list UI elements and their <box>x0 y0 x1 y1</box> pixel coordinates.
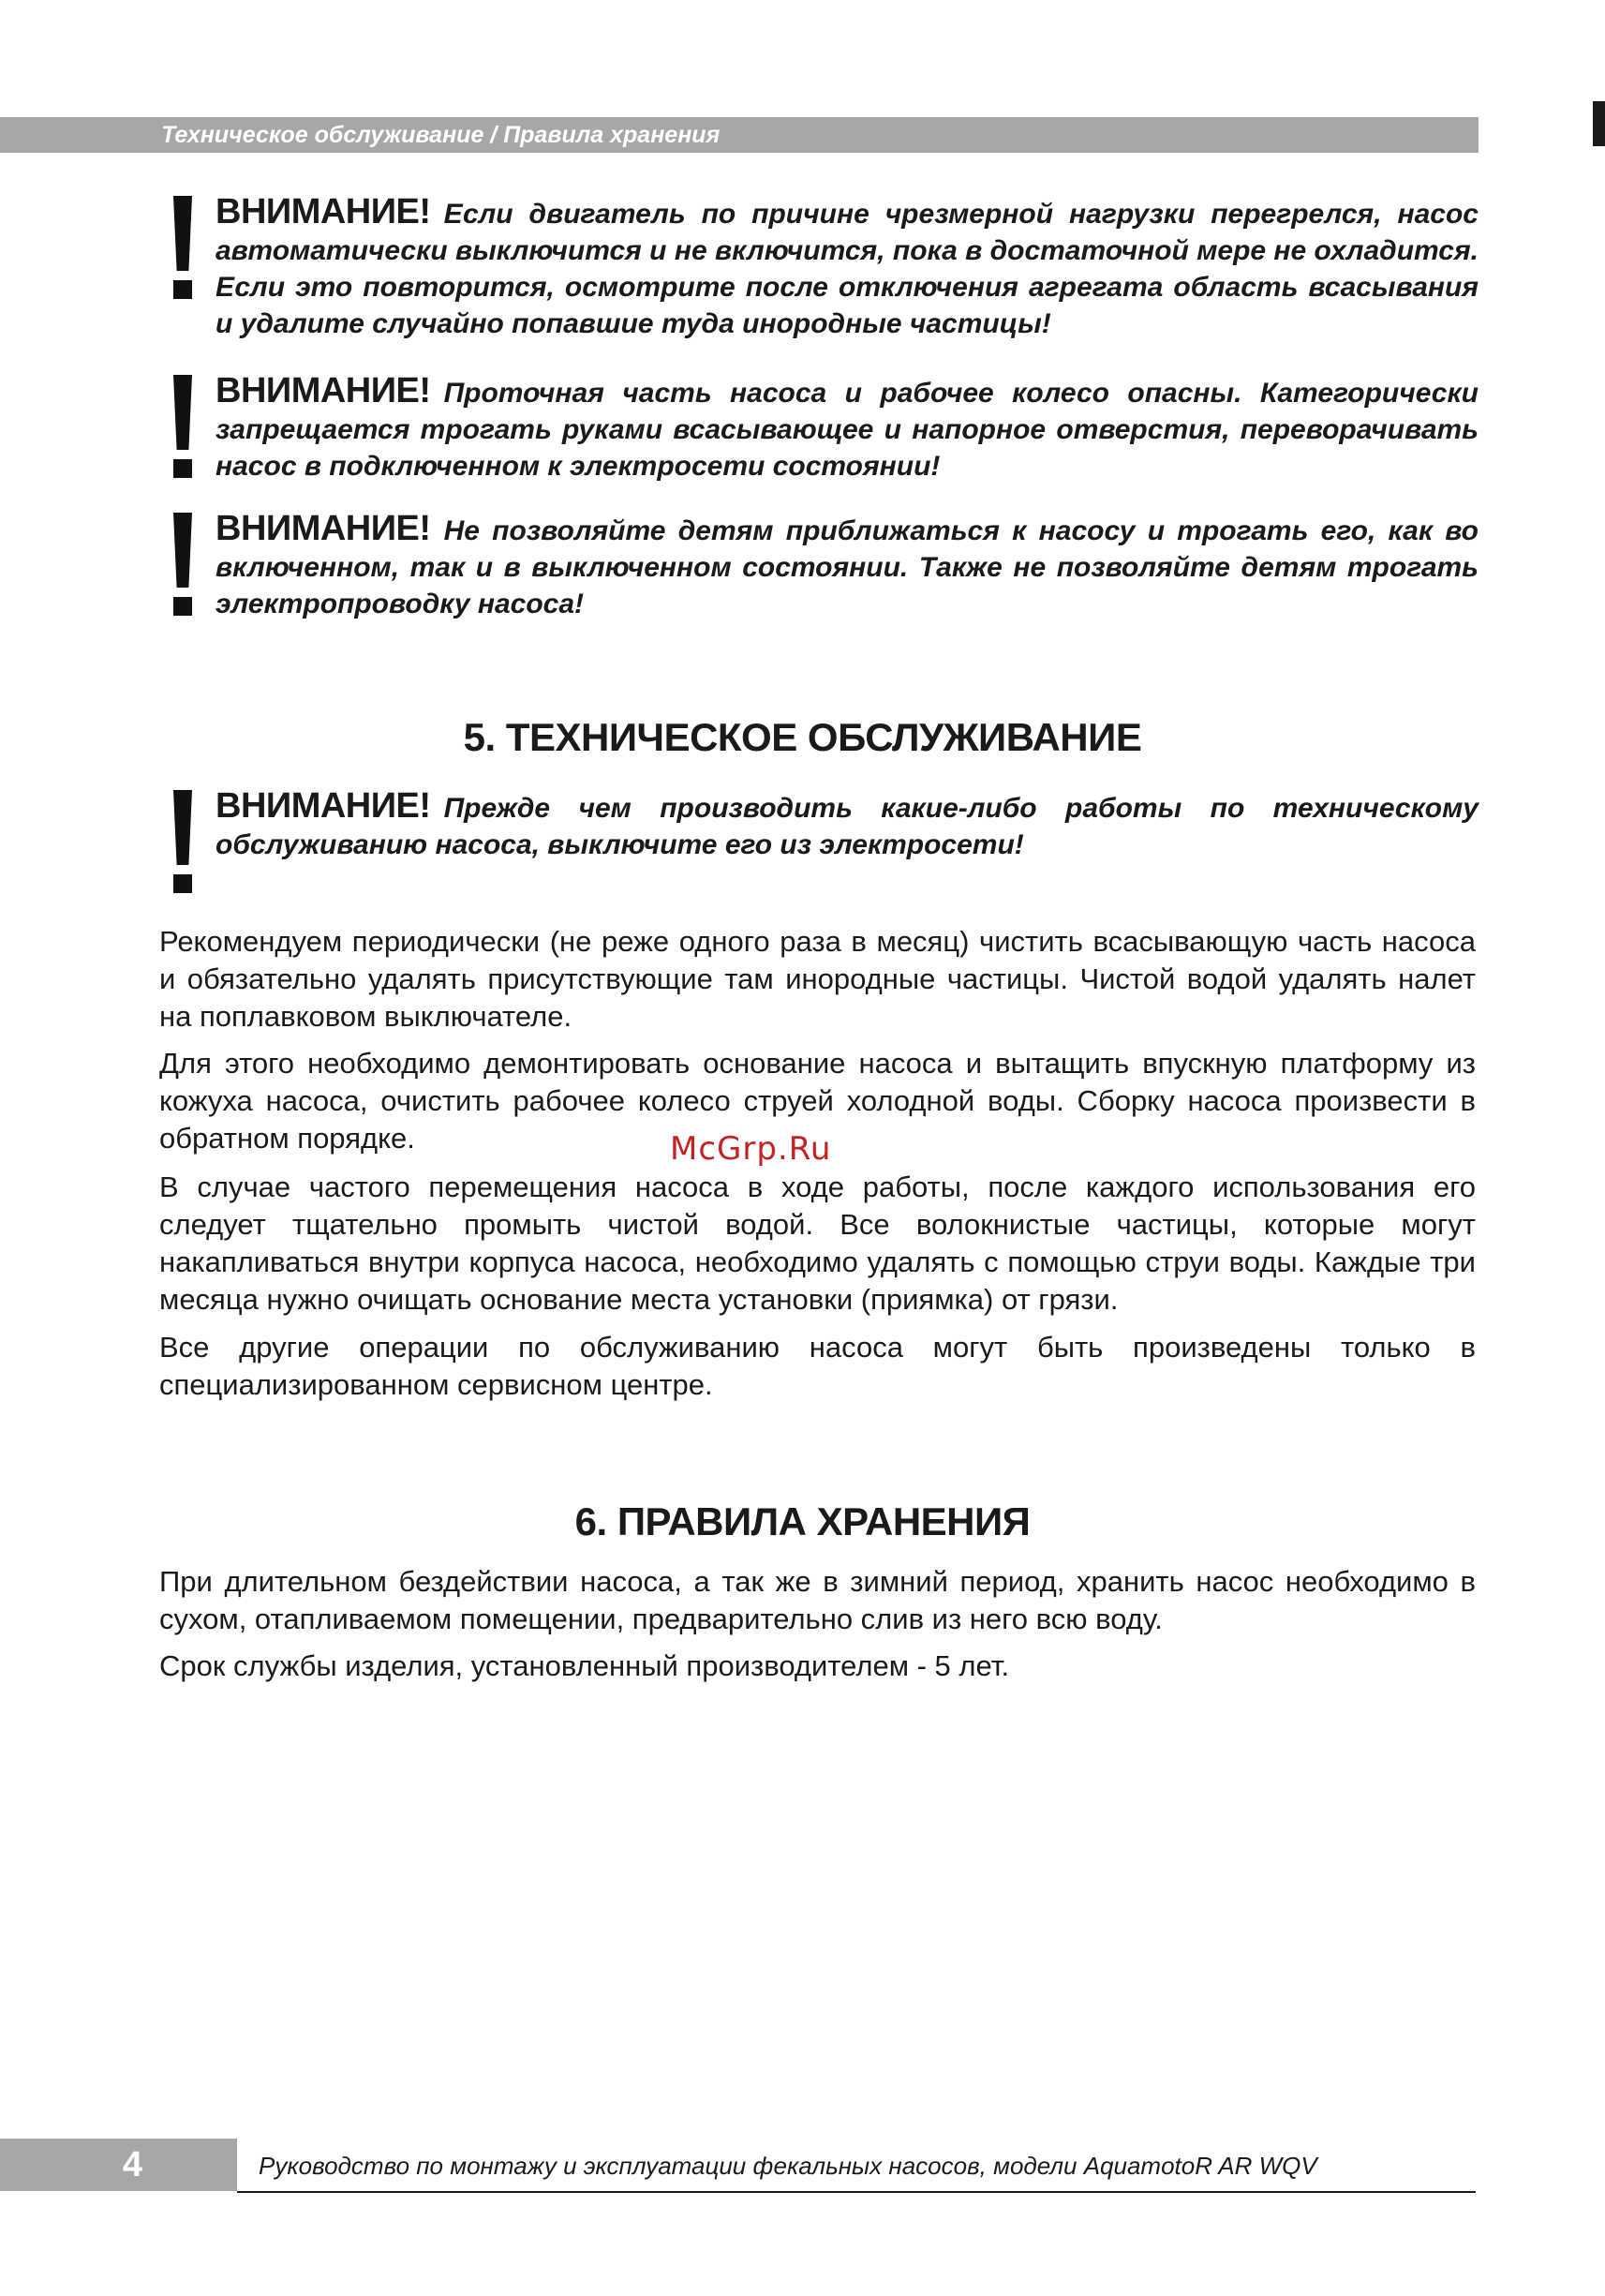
warning-text <box>215 788 1479 863</box>
exclamation-icon <box>171 513 195 616</box>
paragraph: Для этого необходимо демонтировать основание насоса и вытащить впускную платформу из кожуха насоса, очистить рабочее колесо струей холодной воды. Сборку насоса произвести в обратном порядке. <box>159 1047 1476 1155</box>
warning-label: ВНИМАНИЕ! <box>215 509 431 548</box>
footer-rule <box>237 2191 1476 2193</box>
page-number: 4 <box>0 2139 237 2191</box>
section-6-title: 6. ПРАВИЛА ХРАНЕНИЯ <box>574 1499 1031 1543</box>
warning-label: ВНИМАНИЕ! <box>215 371 431 410</box>
paragraph: При длительном бездействии насоса, а так же в зимний период, хранить насос необходимо в сухом, отапливаемом помещении, предварительно слив из него всю воду. <box>159 1565 1476 1635</box>
footer-title: Руководство по монтажу и эксплуатации фекальных насосов, модели AquamotoR AR WQV <box>259 2152 1317 2180</box>
exclamation-icon <box>171 375 195 478</box>
running-header-title: Техническое обслуживание / Правила хранения <box>161 122 721 148</box>
warning-body: Проточная часть насоса и рабочее колесо опасны. Категорически запрещается трогать руками всасывающее и напорное отверстия, переворачивать насос в подключенном к электросети состоянии! <box>215 378 1479 482</box>
warning-maintenance <box>171 788 1479 863</box>
warning-label: ВНИМАНИЕ! <box>215 192 431 231</box>
exclamation-icon <box>171 196 195 299</box>
warning-text <box>215 511 1479 622</box>
warning-body: Если двигатель по причине чрезмерной нагрузки перегрелся, насос автоматически выключится и не включится, пока в достаточной мере не охладится. Если это повторится, осмотрите после отключения агрегата область всасывания и удалите случайно попавшие туда инородные частицы! <box>215 199 1479 339</box>
warning-text <box>215 194 1479 342</box>
warning-overheat <box>171 194 1479 342</box>
warning-body: Прежде чем производить какие-либо работы по техническому обслуживанию насоса, выключите его из электросети! <box>215 793 1479 860</box>
paragraph: Срок службы изделия, установленный производителем - 5 лет. <box>159 1649 1010 1682</box>
warning-children <box>171 511 1479 622</box>
paragraph: В случае частого перемещения насоса в ходе работы, после каждого использования его следует тщательно промыть чистой водой. Все волокнистые частицы, которые могут накапливаться внутри корпуса насоса, необходимо удалять с помощью струи воды. Каждые три месяца нужно очищать основание места установки (приямка) от грязи. <box>159 1170 1476 1316</box>
paragraph: Рекомендуем периодически (не реже одного раза в месяц) чистить всасывающую часть насоса и обязательно удалять присутствующие там инородные частицы. Чистой водой удалять налет на поплавковом выключателе. <box>159 925 1476 1033</box>
exclamation-icon <box>171 790 195 893</box>
crop-mark <box>1593 101 1605 146</box>
section-5-title: 5. ТЕХНИЧЕСКОЕ ОБСЛУЖИВАНИЕ <box>463 715 1142 759</box>
watermark: McGrp.Ru <box>670 1130 832 1168</box>
warning-text <box>215 373 1479 485</box>
paragraph: Все другие операции по обслуживанию насоса могут быть произведены только в специализированном сервисном центре. <box>159 1331 1476 1401</box>
running-header-bar <box>0 117 1479 153</box>
warning-body: Не позволяйте детям приближаться к насосу и трогать его, как во включенном, так и в выключенном состоянии. Также не позволяйте детям трогать электропроводку насоса! <box>215 515 1479 619</box>
warning-label: ВНИМАНИЕ! <box>215 786 431 826</box>
warning-impeller <box>171 373 1479 485</box>
